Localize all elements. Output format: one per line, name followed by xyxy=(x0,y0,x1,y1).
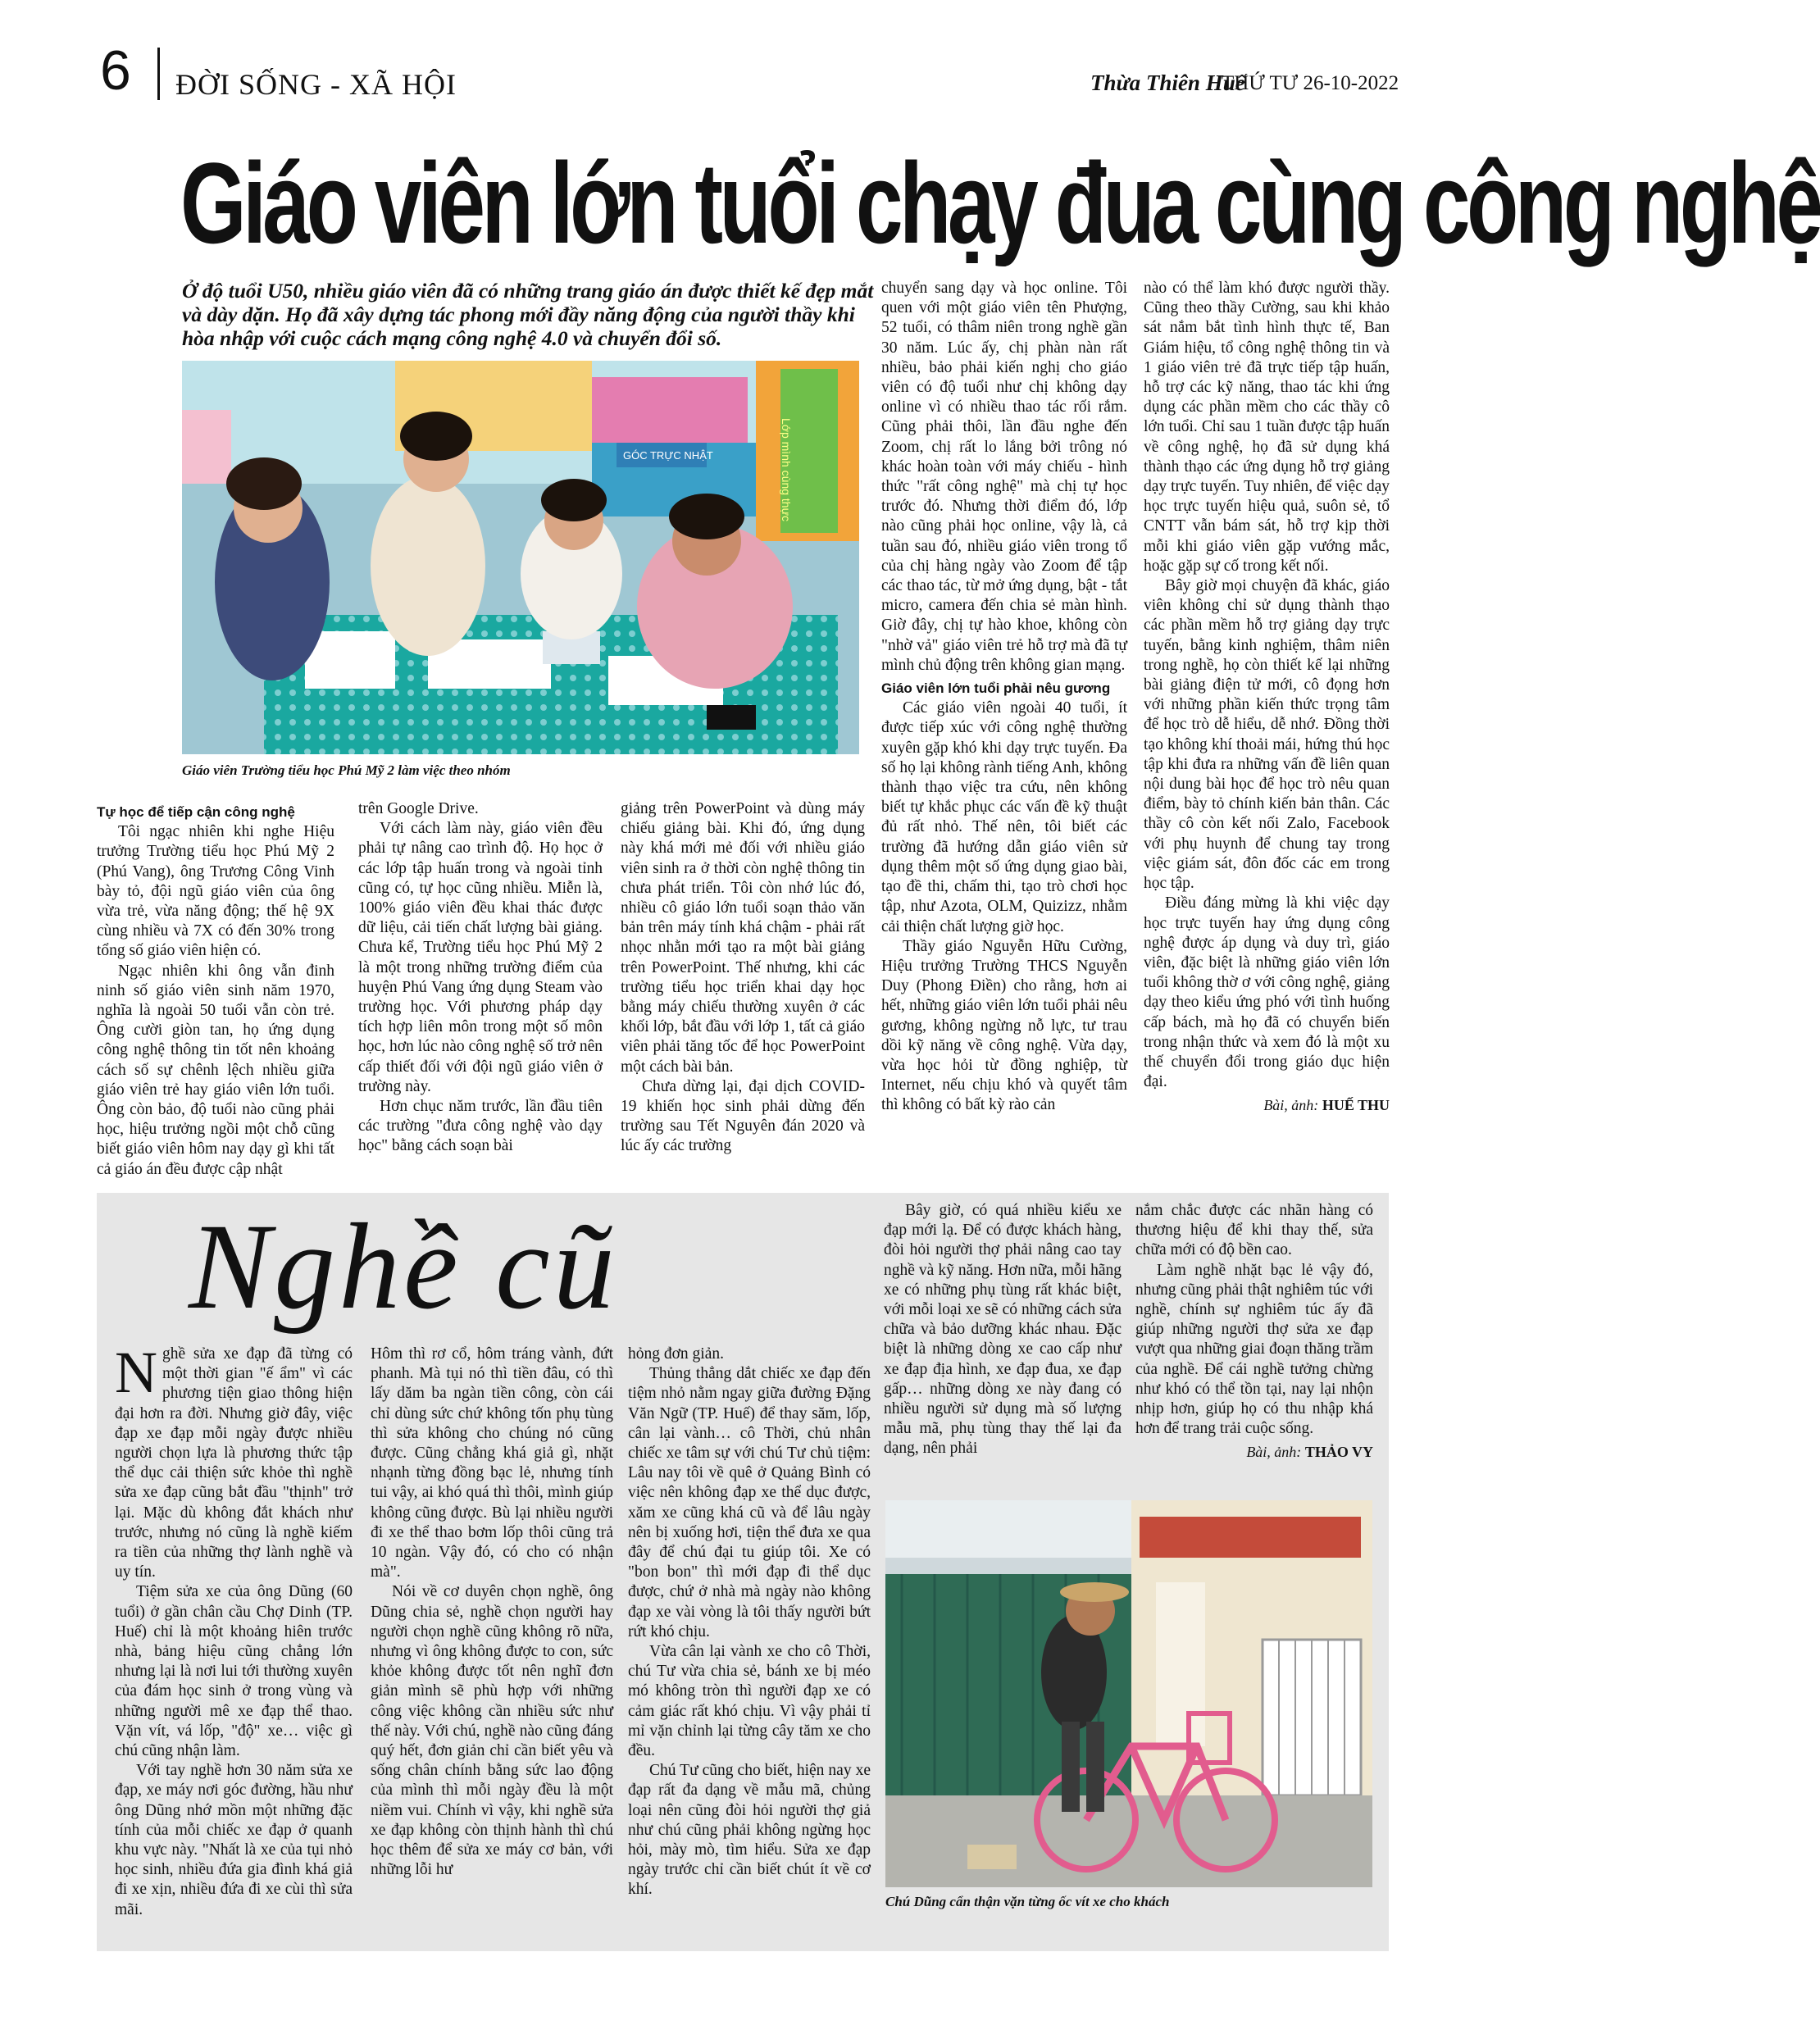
paragraph: Hơn chục năm trước, lần đầu tiên các trường "đưa công nghệ vào dạy học" bằng cách soạn bài xyxy=(358,1098,603,1155)
paragraph: Chưa dừng lại, đại dịch COVID-19 khiến học sinh phải dừng đến trường sau Tết Nguyên đán 2020 và lúc ấy các trường xyxy=(621,1077,865,1155)
paragraph: hỏng đơn giản. xyxy=(628,1345,725,1363)
article2-byline xyxy=(1135,1442,1373,1462)
photo-sign-text: Lớp mình cùng thực xyxy=(780,418,793,521)
byline-author: HUẾ THU xyxy=(1322,1097,1390,1114)
paragraph: Vừa cân lại vành xe cho cô Thời, chú Tư vừa chia sẻ, bánh xe bị méo mó không tròn thì người đạp xe có cảm giác rất khó chịu. Vì vậy phải tỉ mỉ vặn chỉnh lại từng cây tăm xe cho đều. xyxy=(628,1643,871,1760)
article1-column-3 xyxy=(621,799,865,1157)
byline-prefix: Bài, ảnh: xyxy=(1246,1444,1302,1461)
header-divider xyxy=(157,48,160,100)
article1-column-2 xyxy=(358,799,603,1157)
issue-date: THỨ TƯ 26-10-2022 xyxy=(1222,72,1399,94)
article1-lede: Ở độ tuổi U50, nhiều giáo viên đã có những trang giáo án được thiết kế đẹp mắt và dày dặn. Họ đã xây dựng tác phong mới đầy năng động của người thầy khi hòa nhập với cuộc cách mạng công nghệ 4.0 và chuyển đổi số. xyxy=(182,279,874,350)
paragraph: Với cách làm này, giáo viên đều phải tự nâng cao trình độ. Họ học ở các lớp tập huấn trong và ngoài tỉnh cũng có, tự học cũng nhiều. Miễn là, 100% giáo viên đều khai thác được dữ liệu, cải tiến chất lượng bài giảng. Chưa kể, Trường tiểu học Phú Mỹ 2 là một trong những trường điểm của huyện Phú Vang ứng dụng Steam vào trường học. Với phương pháp dạy tích hợp liên môn trong một số môn học, hơn lúc nào công nghệ số trở nên cấp thiết đối với đội ngũ giáo viên ở trường này. xyxy=(358,820,603,1095)
byline-prefix: Bài, ảnh: xyxy=(1263,1097,1319,1114)
paragraph: Chú Tư cũng cho biết, hiện nay xe đạp rất đa dạng về mẫu mã, chủng loại nên cũng đòi hỏi người thợ giả như chú cũng phải không ngừng học hỏi, mày mò, tìm hiểu. Sửa xe đạp ngày trước chỉ cần biết chút ít về cơ khí. xyxy=(628,1762,871,1899)
paragraph: nắm chắc được các nhãn hàng có thương hiệu để khi thay thế, sửa chữa mới có độ bền cao. xyxy=(1135,1202,1373,1259)
article2-column-2 xyxy=(371,1345,613,1880)
article1-column-5 xyxy=(1144,279,1390,1116)
photo-sign-text: GÓC TRỰC NHẬT xyxy=(623,449,713,462)
article2-photo xyxy=(885,1500,1372,1887)
paragraph: Làm nghề nhặt bạc lẻ vậy đó, nhưng cũng phải thật nghiêm túc với nghề, chính sự nghiêm túc ấy đã giúp những người thợ sửa xe đạp vượt qua những giai đoạn thăng trầm của nghề. Để cái nghề tưởng chừng như khó có thể tồn tại, nay lại nhộn nhịp hơn, giúp họ có thu nhập khá hơn để trang trải cuộc sống. xyxy=(1135,1261,1373,1438)
newspaper-name: Thừa Thiên Huế xyxy=(1090,71,1245,95)
article2-photo-caption: Chú Dũng cẩn thận vặn từng ốc vít xe cho khách xyxy=(885,1894,1170,1909)
article1-photo-caption: Giáo viên Trường tiểu học Phú Mỹ 2 làm việc theo nhóm xyxy=(182,762,511,778)
paragraph xyxy=(115,1340,353,1582)
paragraph: giảng trên PowerPoint và dùng máy chiếu giảng bài. Khi đó, ứng dụng này khá mới mẻ đối với nhiều giáo viên sinh ra ở thời còn nghệ thông tin chưa phát triển. Tôi còn nhớ lúc đó, nhiều cô giáo lớn tuổi soạn thảo văn bản trên máy tính khá chậm - phải rất nhọc nhằn mới tạo ra một bài giảng trên PowerPoint. Thế nhưng, khi các trường tiểu học triển khai dạy học bằng máy chiếu thường xuyên ở các khối lớp, bắt đầu với lớp 1, tất cả giáo viên phải tăng tốc để học PowerPoint một cách bài bản. xyxy=(621,800,865,1076)
page-number: 6 xyxy=(100,39,131,102)
byline-author: THẢO VY xyxy=(1304,1444,1373,1461)
paragraph: Thầy giáo Nguyễn Hữu Cường, Hiệu trưởng Trường THCS Nguyễn Duy (Phong Điền) cho rằng, hơn ai hết, những giáo viên lớn tuổi phải nêu gương, không ngừng nỗ lực, tư trau dồi kỹ năng về công nghệ. Vừa dạy, vừa học hỏi từ đồng nghiệp, từ Internet, nếu chịu khó và quyết tâm thì không có bất kỳ rào cản xyxy=(881,937,1127,1114)
paragraph: Nói về cơ duyên chọn nghề, ông Dũng chia sẻ, nghề chọn người hay người chọn nghề cũng không rõ nữa, nhưng vì ông không được to con, sức khỏe không được tốt nên nghĩ đơn giản mình sẽ phù hợp với những công việc không cần nhiều sức như thế này. Với chú, nghề nào cũng đáng quý hết, đơn giản chỉ cần biết yêu và sống chân chính bằng sức lao động của mình thì mỗi ngày đều là một niềm vui. Chính vì vậy, khi nghề sửa xe đạp không còn thịnh hành thì chú học thêm để sửa xe máy cơ bản, với những lỗi hư xyxy=(371,1583,613,1879)
section-title: ĐỜI SỐNG - XÃ HỘI xyxy=(175,68,457,101)
paragraph: Thủng thẳng dắt chiếc xe đạp đến tiệm nhỏ nằm ngay giữa đường Đặng Văn Ngữ (TP. Huế) để thay săm, lốp, cân lại vành… cô Thời, chủ nhân chiếc xe tâm sự với chú Tư chủ tiệm: Lâu nay tôi về quê ở Quảng Bình có việc nên không đạp xe thể dục được, xăm xe cũng khá cũ và để lâu ngày nên bị xuống hơi, tiện thể đưa xe qua đây để chú đại tu giúp tôi. Xe có "bon bon" thì mới đạp đi thể dục được, chứ ở nhà mà ngày nào không đạp xe vài vòng là tôi thấy người bứt rứt khó chịu. xyxy=(628,1365,871,1640)
paragraph: Tôi ngạc nhiên khi nghe Hiệu trưởng Trường tiểu học Phú Mỹ 2 (Phú Vang), ông Trương Công Vinh bày tỏ, đội ngũ giáo viên của ông vừa trẻ, vừa năng động; thế hệ 9X cùng nhiều và 7X có đến 30% trong tổng số giáo viên hiện có. xyxy=(97,823,334,960)
article1-photo xyxy=(182,361,859,754)
subheading: Giáo viên lớn tuổi phải nêu gương xyxy=(881,680,1111,697)
paragraph: Bây giờ, có quá nhiều kiểu xe đạp mới lạ. Để có được khách hàng, đòi hỏi người thợ phải nâng cao tay nghề và kỹ năng. Hơn nữa, mỗi hãng xe có những phụ tùng rất khác biệt, với mỗi loại xe sẽ có những cách sửa chữa và bảo dưỡng khác nhau. Đặc biệt là những dòng xe cao cấp như xe đạp địa hình, xe đạp đua, xe đạp gấp… những dòng xe này đang có nhiều người sử dụng mà số lượng mẫu mã, phụ tùng thay thế lại đa dạng, nên phải xyxy=(884,1202,1122,1458)
paragraph: Bây giờ mọi chuyện đã khác, giáo viên không chỉ sử dụng thành thạo các phần mềm hỗ trợ giảng dạy trực tuyến, bằng kinh nghiệm, thâm niên trong nghề, họ còn thiết kế lại những bài giảng điện tử mới, cô đọng hơn với những phần kiến thức trọng tâm để học trò dễ hiểu, dễ nhớ. Đồng thời tạo không khí thoải mái, hứng thú học tập khi đưa ra những vấn đề liên quan nội dung bài học để học trò nêu quan điểm, bày tỏ chính kiến bản thân. Các thầy cô còn kết nối Zalo, Facebook với phụ huynh để chung tay trong việc giám sát, đôn đốc các em trong học tập. xyxy=(1144,577,1390,893)
article2-column-5 xyxy=(1135,1201,1373,1463)
subheading: Tự học để tiếp cận công nghệ xyxy=(97,804,295,820)
paragraph: chuyển sang dạy và học online. Tôi quen với một giáo viên tên Phượng, 52 tuổi, có thâm niên trong nghề gần 30 năm. Lúc ấy, chị phàn nàn rất nhiều, bảo phải kiến nghị cho giáo viên có độ tuổi như chị không dạy online vì có nhiều thao tác rối rắm. Cũng phải thôi, lần đầu nghe đến Zoom, chị rất lo lắng bởi trông nó khác hoàn toàn với máy chiếu - hình thức "rất công nghệ" mà chị tự học trước đó. Nhưng thời điểm đó, lớp nào cũng phải học online, vậy là, cả tuần sau đó, nhiều giáo viên trong tổ của chị hàng ngày vào Zoom để tập các thao tác, từ mở ứng dụng, bật - tắt micro, camera đến chia sẻ màn hình. Giờ đây, chị tự hào khoe, không còn "nhờ vả" giáo viên trẻ hỗ trợ mà đã tự mình chủ động trên không gian mạng. xyxy=(881,280,1127,674)
article1-column-1 xyxy=(97,799,334,1180)
article1-headline: Giáo viên lớn tuổi chạy đua cùng công nghệ xyxy=(180,139,1820,267)
paragraph: Hôm thì rơ cổ, hôm tráng vành, đứt phanh. Mà tụi nó thì tiền đâu, có thì lấy dăm ba ngàn tiền công, còn cái chỉ dùng sức chứ không tốn phụ tùng thì sửa không cho chúng nó cũng được. Cũng chẳng khá giả gì, nhặt nhạnh từng đồng bạc lẻ, nhưng tính tui vậy, ai khó quá thì thôi, mình giúp không cũng được. Bù lại nhiều người đi xe thể thao bơm lốp thôi cũng trả 10 ngàn. Vậy đó, có cho có nhận mà". xyxy=(371,1345,613,1581)
paragraph: Các giáo viên ngoài 40 tuổi, ít được tiếp xúc với công nghệ thường xuyên gặp khó khi dạy trực tuyến. Đa số họ lại không rành tiếng Anh, không thành thạo việc tra cứu, nên không biết tự khắc phục các vấn đề kỹ thuật đủ rất nhỏ. Thế nên, tôi biết các trường đã hướng dẫn giáo viên sử dụng thêm một số ứng dụng giao bài, tạo đề thi, chấm thi, tạo trò chơi học tập, như Azota, OLM, Quizizz, nhằm cải thiện chất lượng giờ học. xyxy=(881,699,1127,935)
drop-cap: N xyxy=(115,1340,157,1405)
article2-column-4 xyxy=(884,1201,1122,1459)
paragraph: nào có thể làm khó được người thầy. Cũng theo thầy Cường, sau khi khảo sát nắm bắt tình hình thực tế, Ban Giám hiệu, tổ công nghệ thông tin và 1 giáo viên trẻ đã trực tiếp tập huấn, hỗ trợ các kỹ năng, thao tác khi ứng dụng các phần mềm cho các thầy cô lớn tuổi. Chỉ sau 1 tuần được tập huấn về công nghệ, họ đã sử dụng khá thành thạo các ứng dụng hỗ trợ giảng dạy trực tuyến. Tuy nhiên, để việc dạy học trực tuyến hiệu quả, suôn sẻ, tổ CNTT vẫn bám sát, hỗ trợ kịp thời mỗi khi giáo viên gặp vướng mắc, hoặc gặp sự cố trong kết nối. xyxy=(1144,280,1390,575)
paragraph-text: ghề sửa xe đạp đã từng có một thời gian "ế ẩm" vì các phương tiện giao thông hiện đại hơn ra đời. Nhưng giờ đây, việc đạp xe đạp mỗi ngày được nhiều người chọn lựa là phương thức tập thể dục cải thiện sức khỏe thì nghề sửa xe đạp cũng bắt đầu "thịnh" trở lại. Mặc dù không đắt khách như trước, nhưng nó cũng là nghề kiếm ra tiền của những thợ lành nghề và uy tín. xyxy=(115,1345,353,1581)
paragraph: Ngạc nhiên khi ông vẫn đinh ninh số giáo viên sinh năm 1970, nghĩa là ngoài 50 tuổi vẫn còn trẻ. Ông cười giòn tan, họ ứng dụng công nghệ thông tin tốt nên khoảng cách số sự chênh lệch nhiều giữa giáo viên trẻ hay giáo viên lớn tuổi. Ông còn bảo, độ tuổi nào cũng phải học, hiệu trưởng ngồi một chỗ cũng biết giáo viên hôm nay dạy gì khi tất cả giáo án đều được cập nhật xyxy=(97,962,334,1178)
article1-byline xyxy=(1144,1095,1390,1115)
paragraph: Điều đáng mừng là khi việc dạy học trực tuyến hay ứng dụng công nghệ được áp dụng và duy trì, giáo viên, đặc biệt là những giáo viên lớn tuổi không thờ ơ với công nghệ, giảng dạy theo kiểu ứng phó với tình huống cấp bách, mà họ đã có chuyển biến trong nhận thức và xem đó là một xu thế chuyển đổi trong giáo dục hiện đại. xyxy=(1144,894,1390,1091)
paragraph: Với tay nghề hơn 30 năm sửa xe đạp, xe máy nơi góc đường, hầu như ông Dũng nhớ mồn một những đặc tính của mỗi chiếc xe đạp ở quanh khu vực này. "Nhất là xe của tụi nhỏ học sinh, nhiều đứa gia đình khá giả đi xe xịn, nhiều đứa đi xe cùi thì sửa mãi. xyxy=(115,1762,353,1918)
article2-title: Nghề cũ xyxy=(189,1199,618,1335)
article2-column-1 xyxy=(115,1340,353,1920)
article1-column-4 xyxy=(881,279,1127,1116)
paragraph: trên Google Drive. xyxy=(358,800,479,817)
article2-column-3 xyxy=(628,1345,871,1900)
paragraph: Tiệm sửa xe của ông Dũng (60 tuổi) ở gần chân cầu Chợ Dinh (TP. Huế) chỉ là một khoảng hiên trước nhà, bảng hiệu cũng chẳng lớn nhưng lại là nơi lui tới thường xuyên của đám học sinh ở trong vùng và những người mê xe đạp thể thao. Vặn vít, vá lốp, "độ" xe… việc gì chú cũng nhận làm. xyxy=(115,1583,353,1760)
